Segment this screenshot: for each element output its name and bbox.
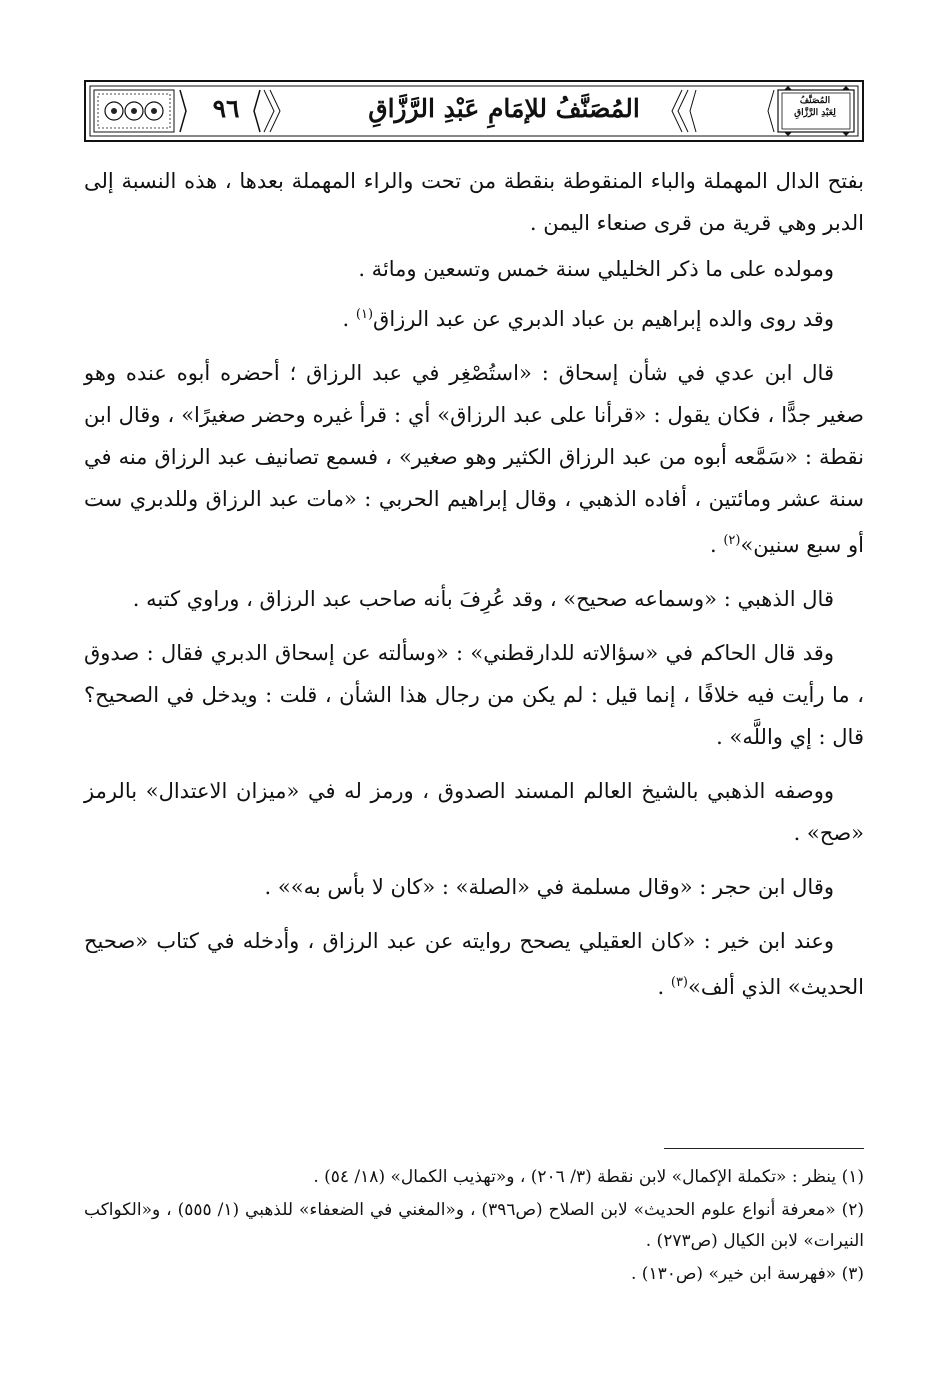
- paragraph-end: .: [342, 307, 356, 331]
- paragraph: [84, 294, 864, 340]
- paragraph: وقال ابن حجر : «وقال مسلمة في «الصلة» : «كان لا بأس به»» .: [264, 875, 834, 899]
- page-number: ٩٦: [212, 94, 240, 123]
- paragraph-end: .: [709, 533, 724, 557]
- paragraph: ومولده على ما ذكر الخليلي سنة خمس وتسعين ومائة .: [358, 257, 834, 281]
- paragraph-text: وقد روى والده إبراهيم بن عباد الدبري عن عبد الرزاق: [373, 307, 834, 331]
- footnote: (٣) «فهرسة ابن خير» (ص١٣٠) .: [631, 1264, 864, 1284]
- footnote-ref: (٣): [670, 975, 688, 990]
- running-title: المُصَنَّفُ للإمَامِ عَبْدِ الرَّزَّاقِ: [368, 94, 640, 123]
- footnote: (٢) «معرفة أنواع علوم الحديث» لابن الصلاح (ص٣٩٦) ، و«المغني في الضعفاء» للذهبي (١/ ٥٥٥) ، و«الكواكب النيرات» لابن الكيال (ص٢٧٣) .: [84, 1200, 864, 1251]
- emblem-line: لِعَبْدِ الرَّزَّاقِ: [794, 108, 836, 118]
- paragraph-text: قال ابن عدي في شأن إسحاق : «استُصْغِر في عبد الرزاق ؛ أحضره أبوه عنده وهو صغير جدًّا ، فكان يقول : «قرأنا على عبد الرزاق» أي : قرأ غيره وحضر صغيرًا» ، وقال ابن نقطة : «سَمَّعه أبوه من عبد الرزاق الكثير وهو صغير» ، فسمع تصانيف عبد الرزاق منه في سنة عشر ومائتين ، أفاده الذهبي ، وقال إبراهيم الحربي : «مات عبد الرزاق وللدبري ست أو سبع سنين»: [84, 361, 864, 557]
- footnotes: [84, 1162, 864, 1292]
- footnote-ref: (٢): [723, 533, 741, 548]
- footnote-separator: [664, 1148, 864, 1149]
- paragraph: [84, 352, 864, 566]
- footnote: (١) ينظر : «تكملة الإكمال» لابن نقطة (٣/ ٢٠٦) ، و«تهذيب الكمال» (١٨/ ٥٤) .: [313, 1167, 864, 1187]
- main-text: [84, 160, 864, 1020]
- left-ornament: [94, 90, 174, 132]
- book-emblem: [784, 95, 846, 119]
- page-header: [84, 80, 864, 142]
- paragraph: ووصفه الذهبي بالشيخ العالم المسند الصدوق ، ورمز له في «ميزان الاعتدال» بالرمز «صح» .: [84, 779, 864, 845]
- paragraph: وقد قال الحاكم في «سؤالاته للدارقطني» : «وسألته عن إسحاق الدبري فقال : صدوق ، ما رأيت فيه خلافًا ، إنما قيل : لم يكن من رجال هذا الشأن ، قلت : ويدخل في الصحيح؟ قال : إي واللَّه» .: [84, 641, 864, 749]
- footnote-ref: (١): [355, 307, 374, 322]
- paragraph: [84, 920, 864, 1008]
- paragraph-end: .: [657, 975, 671, 999]
- paragraph: قال الذهبي : «وسماعه صحيح» ، وقد عُرِفَ بأنه صاحب عبد الرزاق ، وراوي كتبه .: [132, 587, 834, 611]
- emblem-line: المُصَنَّفُ: [799, 96, 831, 106]
- paragraph: بفتح الدال المهملة والباء المنقوطة بنقطة من تحت والراء المهملة بعدها ، هذه النسبة إلى الدبر وهي قرية من قرى صنعاء اليمن .: [84, 169, 864, 235]
- paragraph-text: وعند ابن خير : «كان العقيلي يصحح روايته عن عبد الرزاق ، وأدخله في كتاب «صحيح الحديث» الذي ألف»: [84, 929, 864, 999]
